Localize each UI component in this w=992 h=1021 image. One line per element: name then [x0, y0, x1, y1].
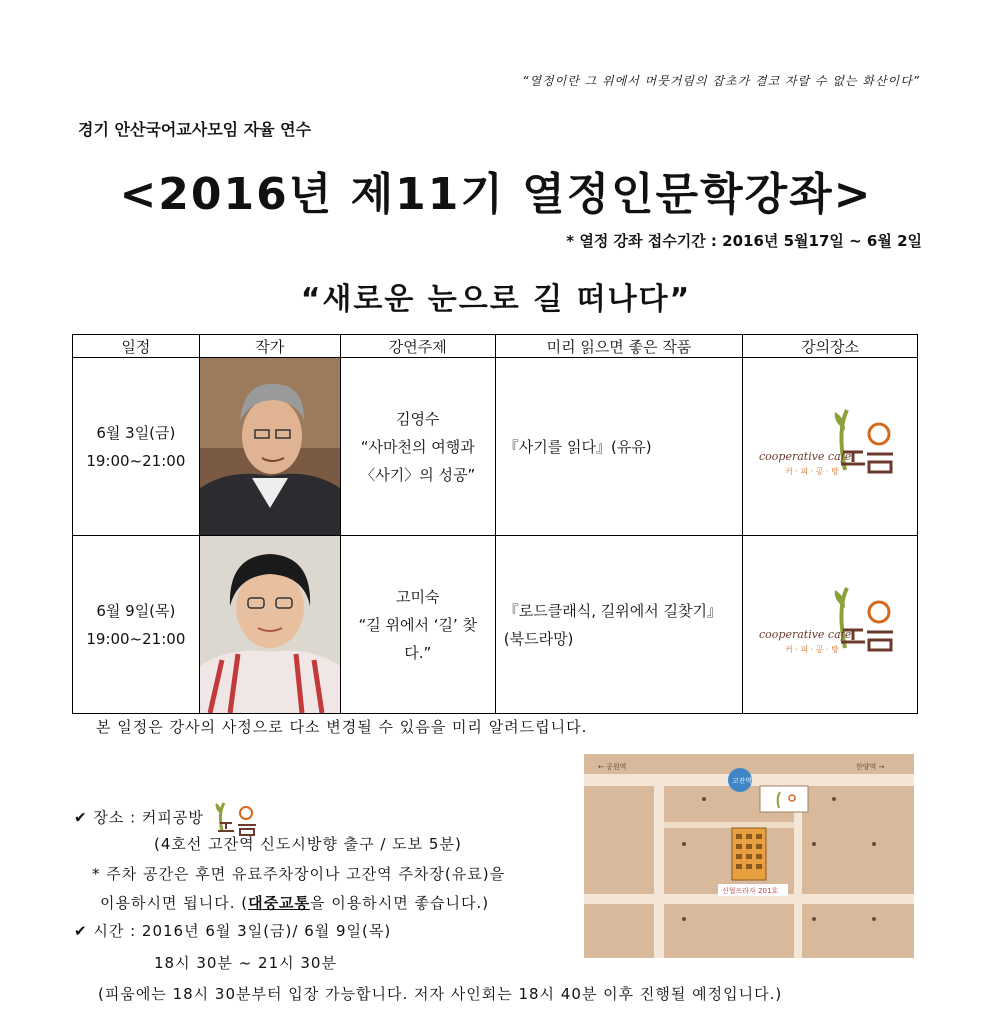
- author-photo: [200, 536, 340, 713]
- col-header-book: 미리 읽으면 좋은 작품: [495, 335, 742, 358]
- cafe-logo: [755, 578, 905, 668]
- date-cell: [73, 358, 200, 536]
- page-title: <2016년 제11기 열정인문학강좌>: [119, 169, 873, 220]
- date-text: 6월 3일(금): [96, 423, 176, 442]
- time-text: 19:00~21:00: [86, 451, 186, 470]
- logo-text: cooperative cafe: [759, 627, 852, 641]
- col-header-author: 작가: [199, 335, 340, 358]
- schedule-table: [72, 334, 918, 714]
- author-name: 고미숙: [395, 587, 440, 606]
- time-text: 19:00~21:00: [86, 629, 186, 648]
- parking-text: 을 이용하시면 좋습니다.): [310, 894, 490, 912]
- date-text: 6월 9일(목): [96, 601, 176, 620]
- topic-cell: [340, 358, 495, 536]
- schedule-notice: 본 일정은 강사의 사정으로 다소 변경될 수 있음을 미리 알려드립니다.: [96, 718, 588, 736]
- place-label: 장소 : 커피공방: [93, 808, 204, 827]
- parking-text: 이용하시면 됩니다. (: [100, 894, 249, 912]
- page-subtitle: “새로운 눈으로 길 떠나다”: [300, 282, 692, 317]
- author-name: 김영수: [395, 409, 440, 428]
- map-building-label: 신협프라자 201호: [722, 887, 779, 895]
- header-quote: “열정이란 그 위에서 머뭇거림의 잡초가 결코 자랄 수 없는 화산이다”: [522, 74, 921, 88]
- table-row: [73, 358, 918, 536]
- book-cell: [495, 536, 742, 714]
- time-label: 시간 : 2016년 6월 3일(금)/ 6월 9일(목): [93, 922, 392, 940]
- organizer: 경기 안산국어교사모임 자율 연수: [78, 120, 312, 139]
- venue-cell: [743, 536, 918, 714]
- logo-subtext: 커 · 피 · 공 · 방: [785, 466, 839, 476]
- time-detail: 18시 30분 ~ 21시 30분: [154, 954, 337, 972]
- col-header-date: 일정: [73, 335, 200, 358]
- logo-subtext: 커 · 피 · 공 · 방: [785, 644, 839, 654]
- col-header-venue: 강의장소: [743, 335, 918, 358]
- logo-text: cooperative cafe: [759, 449, 852, 463]
- book-cell: [495, 358, 742, 536]
- check-icon: ✔: [74, 922, 88, 940]
- parking-line: [100, 892, 489, 913]
- place-row: [74, 799, 262, 837]
- place-detail: (4호선 고잔역 신도시방향 출구 / 도보 5분): [154, 835, 462, 853]
- time-row: [74, 920, 391, 941]
- check-icon: ✔: [74, 808, 88, 827]
- table-header-row: [73, 335, 918, 358]
- topic-line: 〈사기〉의 성공”: [360, 465, 476, 484]
- book-title: 『로드클래식, 길위에서 길찾기』(북드라망): [503, 601, 722, 648]
- registration-period: * 열정 강좌 접수기간 : 2016년 5월17일 ~ 6월 2일: [566, 232, 922, 250]
- public-transport-text: 대중교통: [248, 894, 311, 912]
- col-header-topic: 강연주제: [340, 335, 495, 358]
- author-photo-cell: [199, 536, 340, 714]
- topic-cell: [340, 536, 495, 714]
- topic-line: “길 위에서 ‘길’ 찾: [358, 615, 478, 634]
- entry-note: (피움에는 18시 30분부터 입장 가능합니다. 저자 사인회는 18시 40분 이후 진행될 예정입니다.): [98, 985, 783, 1003]
- topic-line: 다.”: [404, 643, 432, 662]
- map-road-label: ← 공원역: [598, 763, 627, 771]
- location-map: [584, 754, 914, 958]
- parking-line: * 주차 공간은 후면 유료주차장이나 고잔역 주차장(유료)을: [92, 865, 506, 883]
- author-photo-cell: [199, 358, 340, 536]
- venue-cell: [743, 358, 918, 536]
- cafe-mini-logo: [210, 799, 262, 837]
- topic-line: “사마천의 여행과: [360, 437, 475, 456]
- date-cell: [73, 536, 200, 714]
- table-row: [73, 536, 918, 714]
- map-station-label: 고잔역: [732, 777, 753, 785]
- author-photo: [200, 358, 340, 535]
- book-title: 『사기를 읽다』(유유): [503, 437, 652, 456]
- cafe-logo: [755, 400, 905, 490]
- map-road-label: 한양역 →: [856, 763, 885, 771]
